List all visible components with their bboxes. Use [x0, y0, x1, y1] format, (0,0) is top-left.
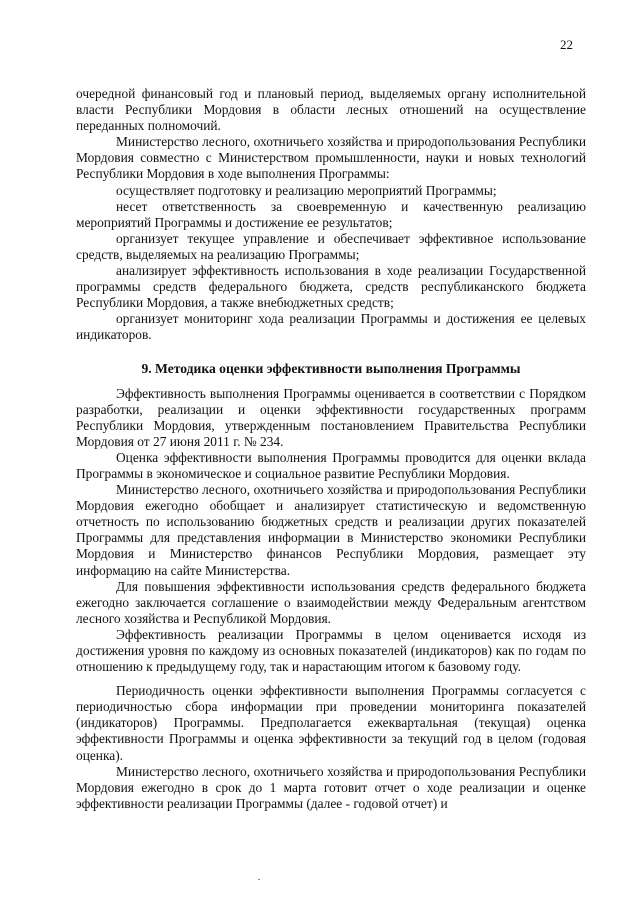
paragraph: Периодичность оценки эффективности выполнения Программы согласуется с периодичностью сбора информации при проведении мониторинга показателей (индикаторов) Программы. Предполагается ежеквартальная (текущая) оценка эффективности Программы и оценка эффективности за текущий год в целом (годовая оценка). [76, 683, 586, 763]
paragraph: Оценка эффективности выполнения Программы проводится для оценки вклада Программы в экономическое и социальное развитие Республики Мордовия. [76, 449, 586, 481]
document-body [76, 86, 586, 812]
section-heading: 9. Методика оценки эффективности выполнения Программы [141, 360, 521, 376]
paragraph: Для повышения эффективности использования средств федерального бюджета ежегодно заключается соглашение о взаимодействии между Федеральным агентством лесного хозяйства и Республикой Мордовия. [76, 578, 586, 626]
page-number: 22 [560, 37, 573, 52]
scan-speck [258, 879, 260, 880]
paragraph: Министерство лесного, охотничьего хозяйства и природопользования Республики Мордовия ежегодно обобщает и анализирует статистическую и ведомственную отчетность по использованию бюджетных средств и реализации других показателей Программы для представления информации в Министерство экономики Республики Мордовия и Министерство финансов Республики Мордовия, размещает эту информацию на сайте Министерства. [76, 482, 586, 578]
paragraph: анализирует эффективность использования в ходе реализации Государственной программы средств федерального бюджета, средств республиканского бюджета Республики Мордовия, а также внебюджетных средств; [76, 263, 586, 311]
paragraph: осуществляет подготовку и реализацию мероприятий Программы; [116, 182, 497, 198]
paragraph: Министерство лесного, охотничьего хозяйства и природопользования Республики Мордовия ежегодно в срок до 1 марта готовит отчет о ходе реализации и оценке эффективности реализации Программы (далее - годовой отчет) и [76, 763, 586, 811]
paragraph: несет ответственность за своевременную и качественную реализацию мероприятий Программы и достижение ее результатов; [76, 198, 586, 230]
paragraph: Министерство лесного, охотничьего хозяйства и природопользования Республики Мордовия совместно с Министерством промышленности, науки и новых технологий Республики Мордовия в ходе выполнения Программы: [76, 134, 586, 182]
paragraph: очередной финансовый год и плановый период, выделяемых органу исполнительной власти Республики Мордовия в области лесных отношений на осуществление переданных полномочий. [76, 86, 586, 134]
paragraph: Эффективность реализации Программы в целом оценивается исходя из достижения уровня по каждому из основных показателей (индикаторов) как по годам по отношению к предыдущему году, так и нарастающим итогом к базовому году. [76, 626, 586, 675]
paragraph: организует текущее управление и обеспечивает эффективное использование средств, выделяемых на реализацию Программы; [76, 230, 586, 262]
paragraph: Эффективность выполнения Программы оценивается в соответствии с Порядком разработки, реализации и оценки эффективности государственных программ Республики Мордовия, утвержденным постановлением Правительства Республики Мордовия от 27 июня 2011 г. № 234. [76, 385, 586, 449]
paragraph: организует мониторинг хода реализации Программы и достижения ее целевых индикаторов. [76, 311, 586, 343]
